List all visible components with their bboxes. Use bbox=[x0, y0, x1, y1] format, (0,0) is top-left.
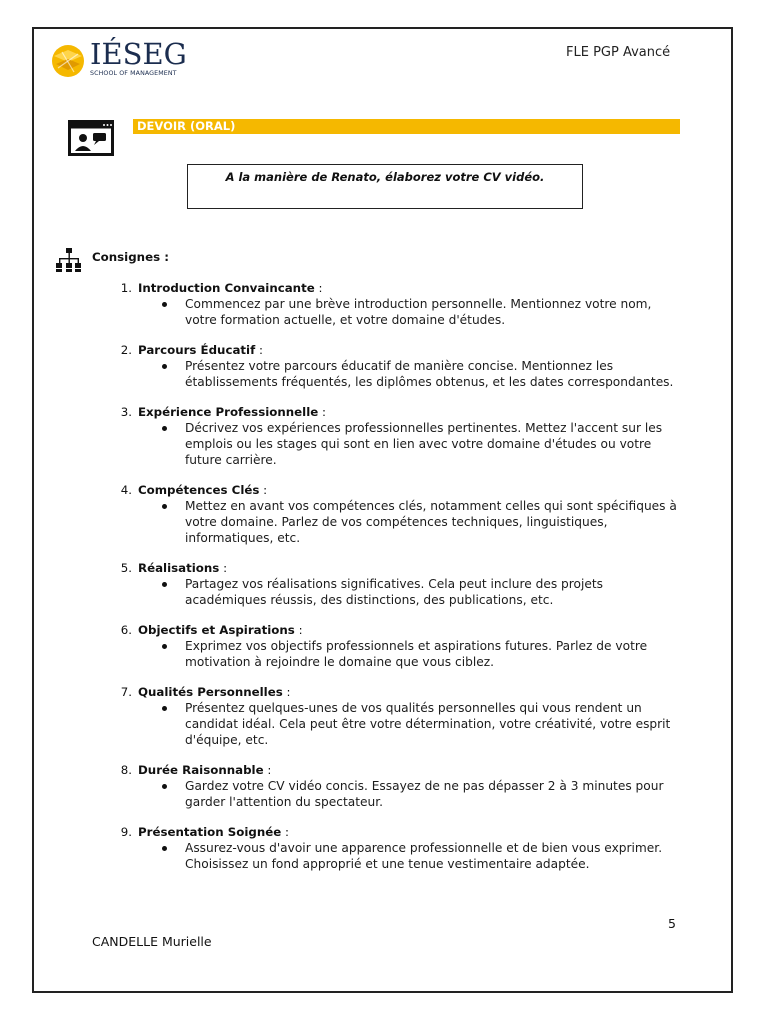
bullet-icon bbox=[162, 582, 167, 587]
bullet-icon bbox=[162, 644, 167, 649]
bullet-icon bbox=[162, 426, 167, 431]
bullet-icon bbox=[162, 846, 167, 851]
logo-wordmark: IÉSEG bbox=[90, 37, 187, 71]
item-text: Mettez en avant vos compétences clés, notamment celles qui sont spécifiques à votre domaine. Parlez de vos compétences techniques, linguistiques, informatiques, etc. bbox=[185, 499, 677, 545]
task-box: A la manière de Renato, élaborez votre CV vidéo. bbox=[187, 164, 583, 209]
list-item bbox=[110, 684, 680, 748]
item-title: Introduction Convaincante bbox=[138, 281, 315, 295]
item-suffix: : bbox=[255, 343, 263, 357]
list-item bbox=[110, 560, 680, 608]
consignes-title: Consignes : bbox=[92, 250, 169, 264]
item-title: Réalisations bbox=[138, 561, 220, 575]
item-title: Parcours Éducatif bbox=[138, 343, 256, 357]
item-suffix: : bbox=[314, 281, 323, 295]
item-suffix: : bbox=[281, 825, 290, 839]
bullet-icon bbox=[162, 784, 167, 789]
item-number: 1. bbox=[120, 281, 132, 295]
item-title: Présentation Soignée bbox=[138, 825, 282, 839]
consignes-list bbox=[110, 280, 680, 886]
item-suffix: : bbox=[219, 561, 228, 575]
item-text: Présentez quelques-unes de vos qualités personnelles qui vous rendent un candidat idéal. Cela peut être votre détermination, votre créativité, votre esprit d'équipe, etc. bbox=[185, 701, 671, 747]
hierarchy-icon bbox=[56, 248, 82, 272]
footer-author: CANDELLE Murielle bbox=[92, 934, 212, 949]
devoir-banner: DEVOIR (ORAL) bbox=[133, 119, 680, 134]
list-item bbox=[110, 622, 680, 670]
item-suffix: : bbox=[294, 623, 303, 637]
video-presentation-icon bbox=[68, 120, 114, 156]
list-item bbox=[110, 482, 680, 546]
bullet-icon bbox=[162, 504, 167, 509]
bullet-icon bbox=[162, 364, 167, 369]
item-suffix: : bbox=[318, 405, 326, 419]
logo-subtitle: SCHOOL OF MANAGEMENT bbox=[90, 70, 177, 77]
page-number: 5 bbox=[668, 916, 676, 931]
item-text: Gardez votre CV vidéo concis. Essayez de ne pas dépasser 2 à 3 minutes pour garder l'attention du spectateur. bbox=[185, 779, 664, 809]
item-text: Exprimez vos objectifs professionnels et aspirations futures. Parlez de votre motivation à rejoindre le domaine que vous ciblez. bbox=[185, 639, 648, 669]
item-title: Objectifs et Aspirations bbox=[138, 623, 295, 637]
item-suffix: : bbox=[263, 763, 272, 777]
item-number: 8. bbox=[120, 763, 132, 777]
item-title: Qualités Personnelles bbox=[138, 685, 283, 699]
item-number: 4. bbox=[120, 483, 132, 497]
item-text: Assurez-vous d'avoir une apparence professionnelle et de bien vous exprimer. Choisissez un fond approprié et une tenue vestimentaire adaptée. bbox=[185, 841, 663, 871]
item-title: Durée Raisonnable bbox=[138, 763, 264, 777]
item-text: Commencez par une brève introduction personnelle. Mentionnez votre nom, votre formation actuelle, et votre domaine d'études. bbox=[185, 297, 652, 327]
item-suffix: : bbox=[259, 483, 268, 497]
item-number: 9. bbox=[120, 825, 132, 839]
item-suffix: : bbox=[282, 685, 291, 699]
course-title: FLE PGP Avancé bbox=[566, 45, 671, 60]
list-item bbox=[110, 404, 680, 468]
bullet-icon bbox=[162, 302, 167, 307]
bullet-icon bbox=[162, 706, 167, 711]
list-item bbox=[110, 824, 680, 872]
item-title: Expérience Professionnelle bbox=[138, 405, 319, 419]
item-text: Présentez votre parcours éducatif de manière concise. Mentionnez les établissements fréquentés, les diplômes obtenus, et les dates correspondantes. bbox=[185, 359, 674, 389]
item-text: Partagez vos réalisations significatives. Cela peut inclure des projets académiques réussis, des distinctions, des publications, etc. bbox=[185, 577, 603, 607]
item-number: 3. bbox=[120, 405, 132, 419]
item-number: 7. bbox=[120, 685, 132, 699]
item-number: 5. bbox=[120, 561, 132, 575]
item-number: 2. bbox=[120, 343, 132, 357]
item-title: Compétences Clés bbox=[138, 483, 260, 497]
list-item bbox=[110, 280, 680, 328]
item-text: Décrivez vos expériences professionnelles pertinentes. Mettez l'accent sur les emplois ou les stages qui sont en lien avec votre domaine d'études ou votre future carrière. bbox=[185, 421, 663, 467]
list-item bbox=[110, 762, 680, 810]
list-item bbox=[110, 342, 680, 390]
item-number: 6. bbox=[120, 623, 132, 637]
